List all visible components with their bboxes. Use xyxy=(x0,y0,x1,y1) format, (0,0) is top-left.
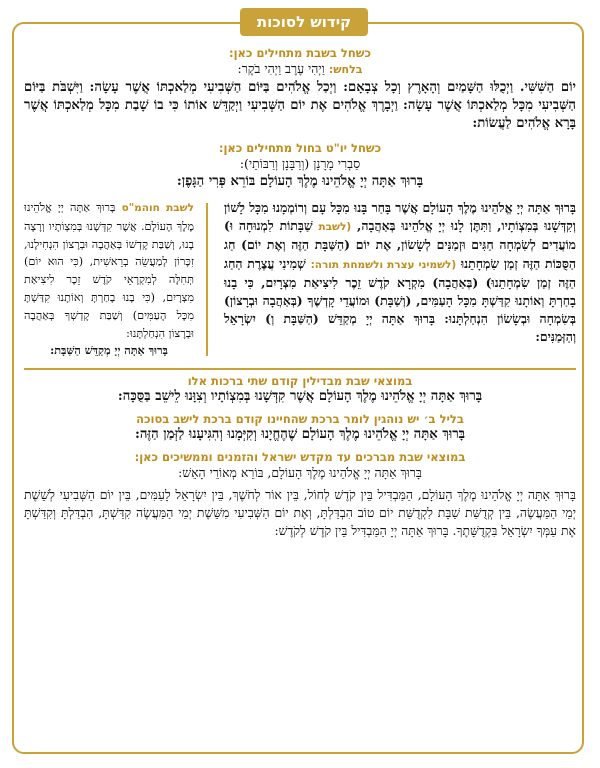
chol-hamoed-text: בָּרוּךְ אַתָּה יְיָ אֱלֹהֵינוּ מֶלֶךְ הָעוֹלָם. אֲשֶׁר קִדְּשָׁנוּ בְּמִצְוֹתָיו וְרָצָה בָנוּ, וְשַׁבַּת קָדְשׁוֹ בְּאַהֲבָה וּבְרָצוֹן הִנְחִילָנוּ, זִכָּרוֹן לְמַעֲשֵׂה בְרֵאשִׁית, (כִּי הוּא יוֹם) תְּחִלָּה לְמִקְרָאֵי קֹדֶשׁ זֵכֶר לִיצִיאַת מִצְרָיִם, (כִּי בָנוּ בָחַרְתָּ וְאוֹתָנוּ קִדַּשְׁתָּ מִכָּל הָעַמִּים) וְשַׁבַּת קָדְשְׁךָ בְּאַהֲבָה וּבְרָצוֹן הִנְחַלְתָּנוּ: xyxy=(24,201,194,340)
leishev-heading: במוצאי שבת מבדילין קודם שתי ברכות אלו xyxy=(187,374,413,389)
shehecheyanu-text: בָּרוּךְ אַתָּה יְיָ אֱלֹהֵינוּ מֶלֶךְ הָעוֹלָם שֶׁהֶחֱיָנוּ וְקִיְּמָנוּ וְהִגִּיעָנוּ לַזְּמַן הַזֶּה: xyxy=(134,427,466,443)
havdalah-heading: במוצאי שבת מברכים עד מקדש ישראל והזמנים וממשיכים כאן: xyxy=(134,450,466,465)
chol-hamoed-shabbat-kiddush xyxy=(24,199,200,360)
borei-pri-hagafen: בָּרוּךְ אַתָּה יְיָ אֱלֹהֵינוּ מֶלֶךְ הָעוֹלָם בּוֹרֵא פְּרִי הַגָּפֶן: xyxy=(176,174,424,189)
shabbat-intro xyxy=(24,60,576,79)
borei-meorei-haesh: בָּרוּךְ אַתָּה יְיָ אֱלֹהֵינוּ מֶלֶךְ הָעוֹלָם, בּוֹרֵא מְאוֹרֵי הָאֵשׁ: xyxy=(178,465,422,481)
savri-maranan: סַבְרִי מָרָנָן (וְרַבָּנָן וְרַבּוֹתַי): xyxy=(239,156,361,171)
shmini-atzeret-label: (לשמיני עצרת ולשמחת תורה: xyxy=(310,258,457,271)
whisper-text: וַיְהִי עֶרֶב וַיְהִי בֹקֶר: xyxy=(237,61,325,76)
leishev-basukkah: בָּרוּךְ אַתָּה יְיָ אֱלֹהֵינוּ מֶלֶךְ הָעוֹלָם אֲשֶׁר קִדְּשָׁנוּ בְּמִצְוֹתָיו וְצִוָּנוּ לֵישֵׁב בַּסֻּכָּה: xyxy=(117,389,483,405)
festival-kiddush xyxy=(214,199,576,360)
section-divider xyxy=(24,368,576,370)
chol-hamoed-closing: בָּרוּךְ אַתָּה יְיָ מְקַדֵּשׁ הַשַּׁבָּת: xyxy=(50,343,168,358)
havdalah-text: בָּרוּךְ אַתָּה יְיָ אֱלֹהֵינוּ מֶלֶךְ הָעוֹלָם, הַמַּבְדִּיל בֵּין קֹדֶשׁ לְחוֹל, בֵּין אוֹר לְחֹשֶׁךְ, בֵּין יִשְׂרָאֵל לָעַמִּים, בֵּין יוֹם הַשְּׁבִיעִי לְשֵׁשֶׁת יְמֵי הַמַּעֲשֶׂה, בֵּין קְדֻשַּׁת שַׁבָּת לִקְדֻשַּׁת יוֹם טוֹב הִבְדַּלְתָּ, וְאֶת יוֹם הַשְּׁבִיעִי מִשֵּׁשֶׁת יְמֵי הַמַּעֲשֶׂה קִדַּשְׁתָּ, הִבְדַּלְתָּ וְקִדַּשְׁתָּ אֶת עַמְּךָ יִשְׂרָאֵל בִּקְדֻשָּׁתֶךָ. בָּרוּךְ אַתָּה יְיָ הַמַּבְדִּיל בֵּין קֹדֶשׁ לְקֹדֶשׁ: xyxy=(24,487,576,539)
festival-kiddush-part3: שְׁמִינִי עֲצֶרֶת הַחַג הַזֶּה זְמַן שִׂמְחָתֵנוּ) (בְּאַהֲבָה) מִקְרָא קֹדֶשׁ זֵכֶר לִיצִיאַת מִצְרָיִם, כִּי בָנוּ בָחַרְתָּ וְאוֹתָנוּ קִדַּשְׁתָּ מִכָּל הָעַמִּים, (וְשַׁבָּת) וּמוֹעֲדֵי קָדְשֶׁךָ (בְּאַהֲבָה וּבְרָצוֹן) בְּשִׂמְחָה וּבְשָׂשׂוֹן הִנְחַלְתָּנוּ: בָּרוּךְ אַתָּה יְיָ מְקַדֵּשׁ (הַשַּׁבָּת וְ) יִשְׂרָאֵל וְהַזְּמַנִּים: xyxy=(224,255,576,345)
shabbat-insert-label: (לשבת xyxy=(318,221,352,234)
festival-kiddush-part2: שַׁבָּתוֹת לִמְנוּחָה וּ) מוֹעֲדִים לְשִׂמְחָה חַגִּים וּזְמַנִּים לְשָׂשׂוֹן, אֶת יוֹם (הַשַּׁבָּת הַזֶּה וְאֶת יוֹם) חַג הַסֻּכּוֹת הַזֶּה זְמַן שִׂמְחָתֵנוּ xyxy=(224,218,576,271)
shehecheyanu-heading: בליל ב׳ יש נוהגין לומר ברכת שהחיינו קודם ברכת לישב בסוכה xyxy=(136,412,464,427)
page-title: קידוש לסוכות xyxy=(240,8,368,36)
weekday-heading: כשחל יו"ט בחול מתחילים כאן: xyxy=(218,141,382,155)
shabbat-heading: כשחל בשבת מתחילים כאן: xyxy=(229,46,371,60)
blessing-columns xyxy=(24,199,576,360)
chol-hamoed-label: לשבת חוהמ"ס xyxy=(121,202,194,214)
whisper-label: בלחש: xyxy=(328,63,363,76)
festival-kiddush-part1: בָּרוּךְ אַתָּה יְיָ אֱלֹהֵינוּ מֶלֶךְ הָעוֹלָם אֲשֶׁר בָּחַר בָּנוּ מִכָּל עָם וְרוֹמְמָנוּ מִכָּל לָשׁוֹן וְקִדְּשָׁנוּ בְּמִצְוֹתָיו, וַתִּתֶּן לָנוּ יְיָ אֱלֹהֵינוּ בְּאַהֲבָה, xyxy=(224,200,576,234)
kiddush-content xyxy=(24,44,576,540)
column-divider xyxy=(206,203,208,356)
vayechulu-text: יוֹם הַשִּׁשִּׁי. וַיְכֻלּוּ הַשָּׁמַיִם וְהָאָרֶץ וְכָל צְבָאָם: וַיְכַל אֱלֹהִים בַּיּוֹם הַשְּׁבִיעִי מְלַאכְתּוֹ אֲשֶׁר עָשָׂה: וַיִּשְׁבֹּת בַּיּוֹם הַשְּׁבִיעִי מִכָּל מְלַאכְתּוֹ אֲשֶׁר עָשָׂה: וַיְבָרֶךְ אֱלֹהִים אֶת יוֹם הַשְּׁבִיעִי וַיְקַדֵּשׁ אוֹתוֹ כִּי בוֹ שָׁבַת מִכָּל מְלַאכְתּוֹ אֲשֶׁר בָּרָא אֱלֹהִים לַעֲשׂוֹת: xyxy=(24,80,576,131)
